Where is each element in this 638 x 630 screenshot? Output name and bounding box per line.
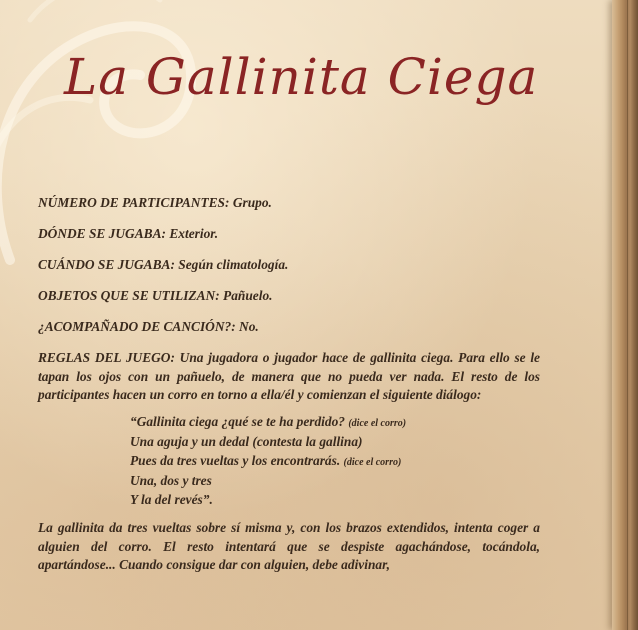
field-label: OBJETOS QUE SE UTILIZAN: — [38, 288, 220, 303]
game-description — [38, 194, 540, 583]
field-value: Pañuelo. — [223, 288, 273, 303]
rules-label: REGLAS DEL JUEGO: — [38, 350, 175, 365]
page-title: La Gallinita Ciega — [64, 48, 539, 106]
field-song — [38, 318, 540, 336]
song-verse — [38, 413, 540, 510]
closing-paragraph: La gallinita da tres vueltas sobre sí misma y, con los brazos extendidos, intenta coger a alguien del corro. El resto intentará que se despiste agachándose, tocándola, apartándose... Cuando consigue dar con alguien, debe adivinar, — [38, 520, 540, 572]
field-location — [38, 225, 540, 243]
page-edge-line — [627, 0, 628, 630]
page-edge — [612, 0, 638, 630]
verse-note: (dice el corro) — [348, 417, 407, 429]
verse-line — [130, 433, 540, 452]
verse-line — [130, 472, 540, 491]
field-when — [38, 256, 540, 274]
field-label: NÚMERO DE PARTICIPANTES: — [38, 195, 230, 210]
verse-text: Una aguja y un dedal (contesta la gallina) — [130, 434, 363, 449]
rules-paragraph — [38, 349, 540, 405]
verse-line — [130, 491, 540, 510]
verse-text: “Gallinita ciega ¿qué se te ha perdido? — [130, 413, 345, 429]
field-label: CUÁNDO SE JUGABA: — [38, 257, 175, 272]
field-value: Grupo. — [232, 195, 272, 210]
field-value: Exterior. — [169, 226, 219, 241]
field-participants — [38, 194, 540, 212]
rules-text: Una jugadora o jugador hace de gallinita ciega. Para ello se le tapan los ojos con un pañuelo, de manera que no pueda ver nada. El resto de los participantes hacen un corro en torno a ella/él y comienzan el siguiente diálogo: — [38, 350, 540, 402]
verse-line — [130, 452, 540, 473]
field-value: No. — [239, 319, 259, 334]
field-objects — [38, 287, 540, 305]
field-label: DÓNDE SE JUGABA: — [38, 226, 166, 241]
verse-text: Una, dos y tres — [130, 473, 212, 488]
verse-line — [130, 413, 540, 434]
verse-text: Pues da tres vueltas y los encontrarás. — [130, 452, 341, 468]
verse-text: Y la del revés”. — [130, 491, 213, 507]
verse-note: (dice el corro) — [343, 456, 402, 468]
field-value: Según climatología. — [178, 257, 289, 272]
field-label: ¿ACOMPAÑADO DE CANCIÓN?: — [38, 319, 236, 334]
